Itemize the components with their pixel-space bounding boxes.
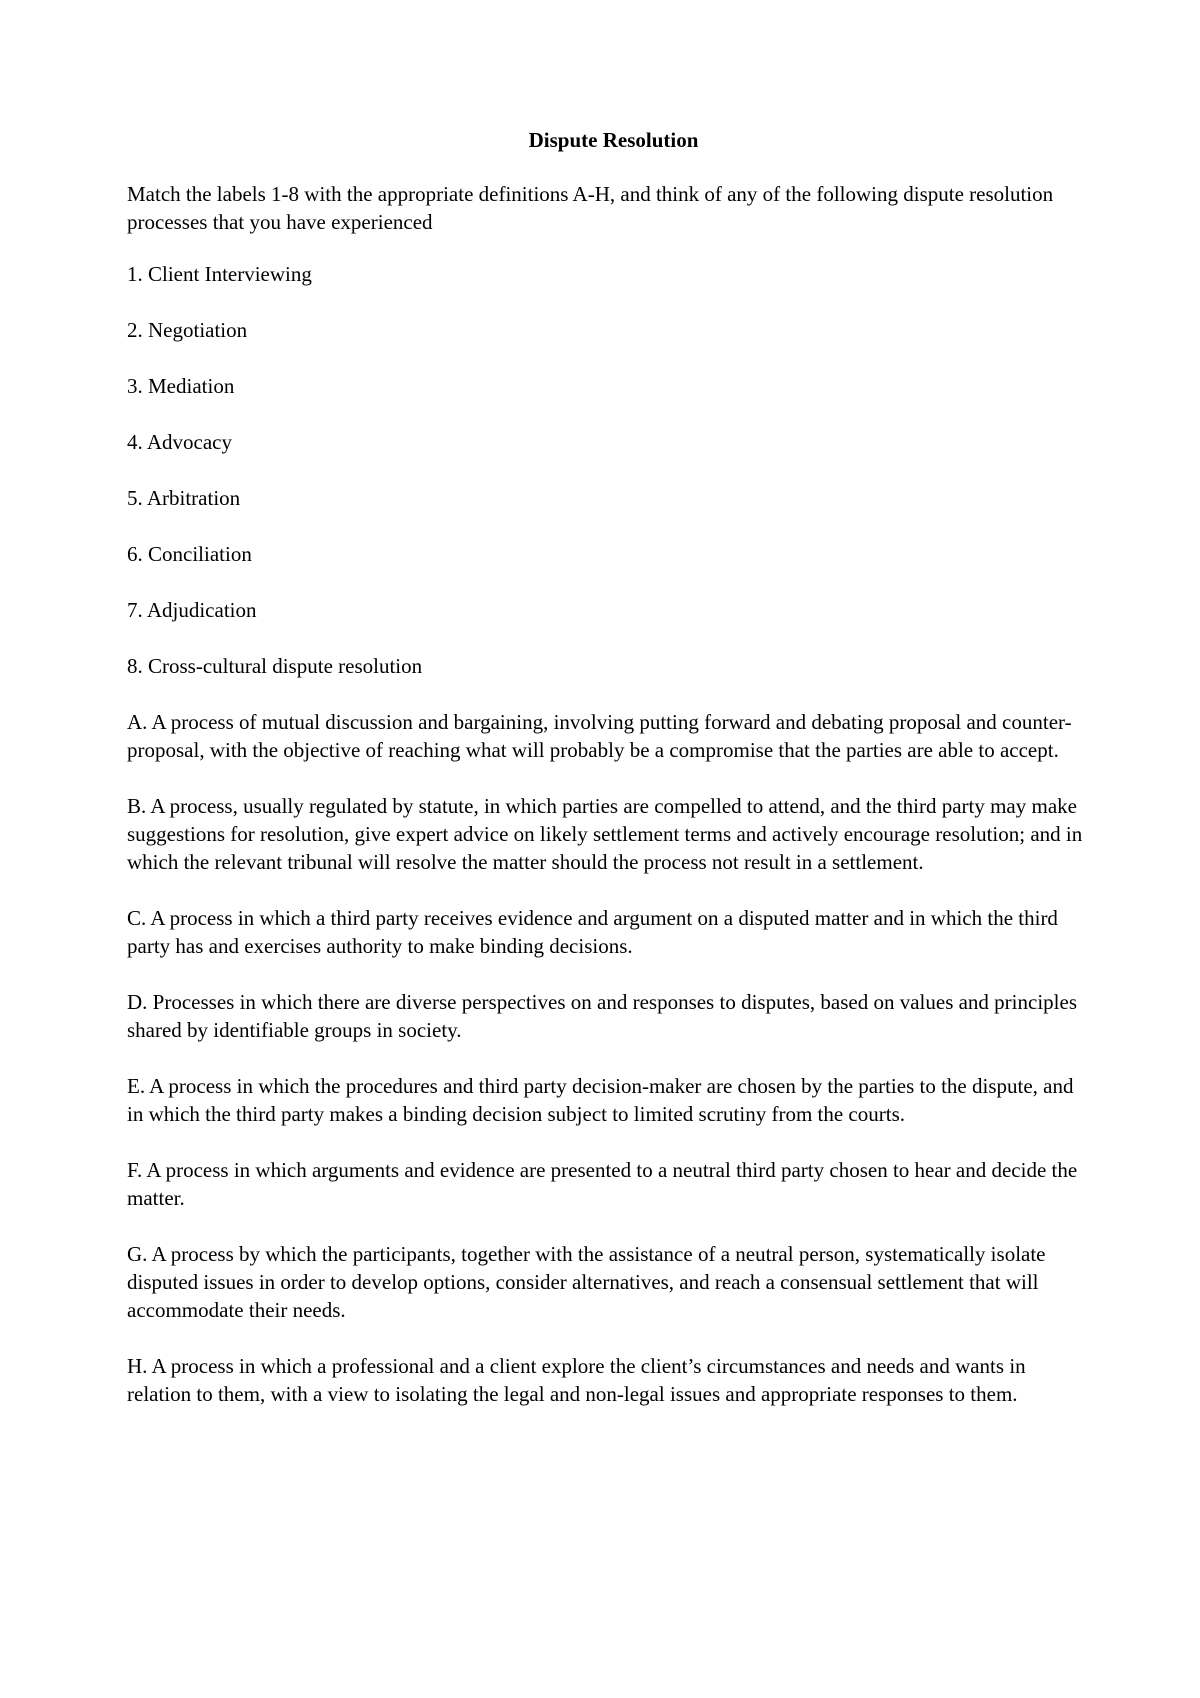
definition-item: F. A process in which arguments and evidence are presented to a neutral third party chosen to hear and decide the matter. <box>127 1158 1078 1210</box>
labels-list <box>127 260 1090 680</box>
intro-paragraph: Match the labels 1-8 with the appropriate definitions A-H, and think of any of the following dispute resolution processes that you have experienced <box>127 182 1054 234</box>
definition-item: B. A process, usually regulated by statute, in which parties are compelled to attend, and the third party may make suggestions for resolution, give expert advice on likely settlement terms and actively encourage resolution; and in which the relevant tribunal will resolve the matter should the process not result in a settlement. <box>127 794 1083 874</box>
label-item: 7. Adjudication <box>127 598 257 622</box>
page-title: Dispute Resolution <box>528 128 699 152</box>
definition-item: E. A process in which the procedures and third party decision-maker are chosen by the parties to the dispute, and in which the third party makes a binding decision subject to limited scrutiny from the courts. <box>127 1074 1074 1126</box>
label-item: 4. Advocacy <box>127 430 232 454</box>
definition-item: C. A process in which a third party receives evidence and argument on a disputed matter and in which the third party has and exercises authority to make binding decisions. <box>127 906 1058 958</box>
definition-item: G. A process by which the participants, together with the assistance of a neutral person, systematically isolate disputed issues in order to develop options, consider alternatives, and reach a consensual settlement that will accommodate their needs. <box>127 1242 1046 1322</box>
label-item: 8. Cross-cultural dispute resolution <box>127 654 423 678</box>
label-item: 5. Arbitration <box>127 486 241 510</box>
label-item: 1. Client Interviewing <box>127 262 312 286</box>
definition-item: A. A process of mutual discussion and bargaining, involving putting forward and debating proposal and counter-proposal, with the objective of reaching what will probably be a compromise that the parties are able to accept. <box>127 710 1072 762</box>
definitions-list <box>127 708 1090 1408</box>
definition-item: H. A process in which a professional and a client explore the client’s circumstances and needs and wants in relation to them, with a view to isolating the legal and non-legal issues and appropriate responses to them. <box>127 1354 1026 1406</box>
definition-item: D. Processes in which there are diverse perspectives on and responses to disputes, based on values and principles shared by identifiable groups in society. <box>127 990 1077 1042</box>
label-item: 3. Mediation <box>127 374 235 398</box>
label-item: 6. Conciliation <box>127 542 252 566</box>
label-item: 2. Negotiation <box>127 318 248 342</box>
